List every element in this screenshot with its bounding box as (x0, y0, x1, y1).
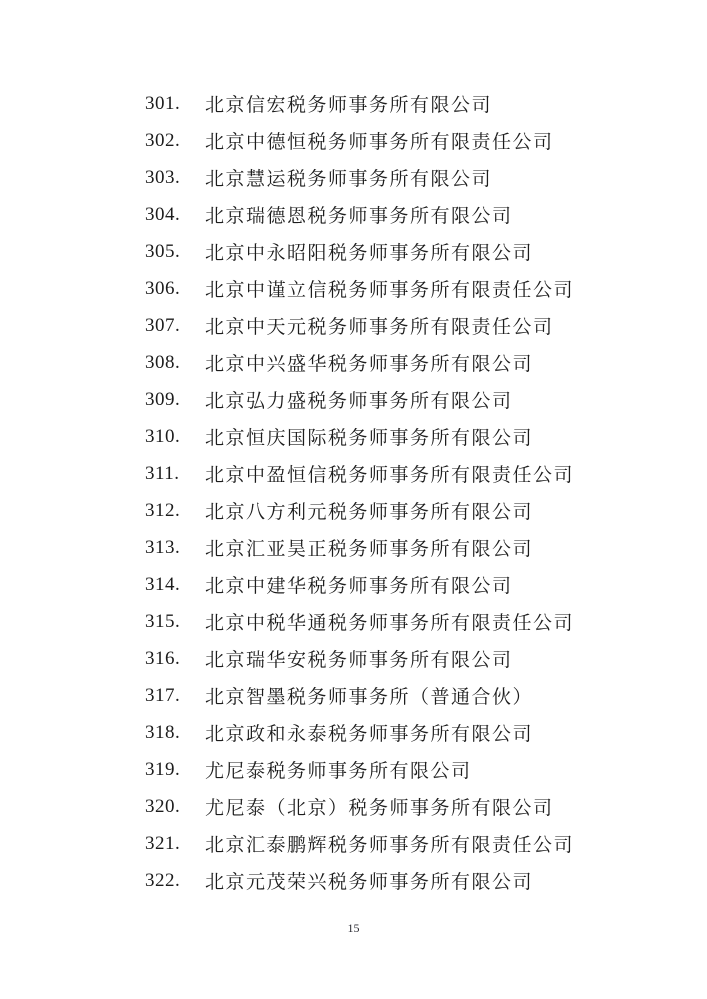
list-item (145, 862, 667, 899)
item-company-name: 北京中德恒税务师事务所有限责任公司 (205, 132, 554, 153)
item-company-name: 北京汇亚昊正税务师事务所有限公司 (205, 539, 534, 560)
page-number: 15 (347, 921, 360, 935)
list-item (145, 492, 667, 529)
item-number: 311. (145, 462, 180, 484)
list-item (145, 529, 667, 566)
item-company-name: 北京八方利元税务师事务所有限公司 (205, 502, 534, 523)
item-company-name: 北京元茂荣兴税务师事务所有限公司 (205, 872, 534, 893)
item-company-name: 北京中谨立信税务师事务所有限责任公司 (205, 280, 575, 301)
list-item (145, 825, 667, 862)
item-number: 302. (145, 129, 181, 151)
list-item (145, 85, 667, 122)
item-company-name: 尤尼泰（北京）税务师事务所有限公司 (205, 798, 554, 819)
list-item (145, 122, 667, 159)
item-number: 313. (145, 536, 181, 558)
item-number: 314. (145, 573, 181, 595)
list-item (145, 455, 667, 492)
item-company-name: 北京恒庆国际税务师事务所有限公司 (205, 428, 534, 449)
item-company-name: 北京中永昭阳税务师事务所有限公司 (205, 243, 534, 264)
item-company-name: 北京智墨税务师事务所（普通合伙） (205, 687, 534, 708)
list-item (145, 603, 667, 640)
item-company-name: 北京中盈恒信税务师事务所有限责任公司 (205, 465, 575, 486)
item-company-name: 北京中兴盛华税务师事务所有限公司 (205, 354, 534, 375)
item-number: 312. (145, 499, 181, 521)
item-number: 301. (145, 92, 181, 114)
list-item (145, 751, 667, 788)
list-item (145, 381, 667, 418)
item-number: 310. (145, 425, 181, 447)
list-item (145, 714, 667, 751)
list-item (145, 307, 667, 344)
item-number: 318. (145, 721, 181, 743)
item-company-name: 北京中税华通税务师事务所有限责任公司 (205, 613, 575, 634)
item-number: 321. (145, 832, 181, 854)
list-item (145, 270, 667, 307)
item-company-name: 北京瑞德恩税务师事务所有限公司 (205, 206, 513, 227)
list-item (145, 677, 667, 714)
item-company-name: 北京汇泰鹏辉税务师事务所有限责任公司 (205, 835, 575, 856)
item-number: 306. (145, 277, 181, 299)
item-number: 316. (145, 647, 181, 669)
company-list (145, 85, 667, 899)
list-item (145, 418, 667, 455)
item-company-name: 北京中建华税务师事务所有限公司 (205, 576, 513, 597)
item-company-name: 北京中天元税务师事务所有限责任公司 (205, 317, 554, 338)
item-number: 315. (145, 610, 181, 632)
item-company-name: 北京政和永泰税务师事务所有限公司 (205, 724, 534, 745)
list-item (145, 566, 667, 603)
item-number: 320. (145, 795, 181, 817)
item-number: 305. (145, 240, 181, 262)
item-number: 304. (145, 203, 181, 225)
item-company-name: 北京瑞华安税务师事务所有限公司 (205, 650, 513, 671)
item-number: 317. (145, 684, 181, 706)
item-number: 307. (145, 314, 181, 336)
list-item (145, 196, 667, 233)
item-number: 309. (145, 388, 181, 410)
item-number: 319. (145, 758, 181, 780)
item-company-name: 北京慧运税务师事务所有限公司 (205, 169, 493, 190)
item-company-name: 尤尼泰税务师事务所有限公司 (205, 761, 472, 782)
item-company-name: 北京信宏税务师事务所有限公司 (205, 95, 493, 116)
item-number: 308. (145, 351, 181, 373)
list-item (145, 640, 667, 677)
item-company-name: 北京弘力盛税务师事务所有限公司 (205, 391, 513, 412)
item-number: 303. (145, 166, 181, 188)
list-item (145, 159, 667, 196)
list-item (145, 233, 667, 270)
list-item (145, 788, 667, 825)
item-number: 322. (145, 869, 181, 891)
list-item (145, 344, 667, 381)
